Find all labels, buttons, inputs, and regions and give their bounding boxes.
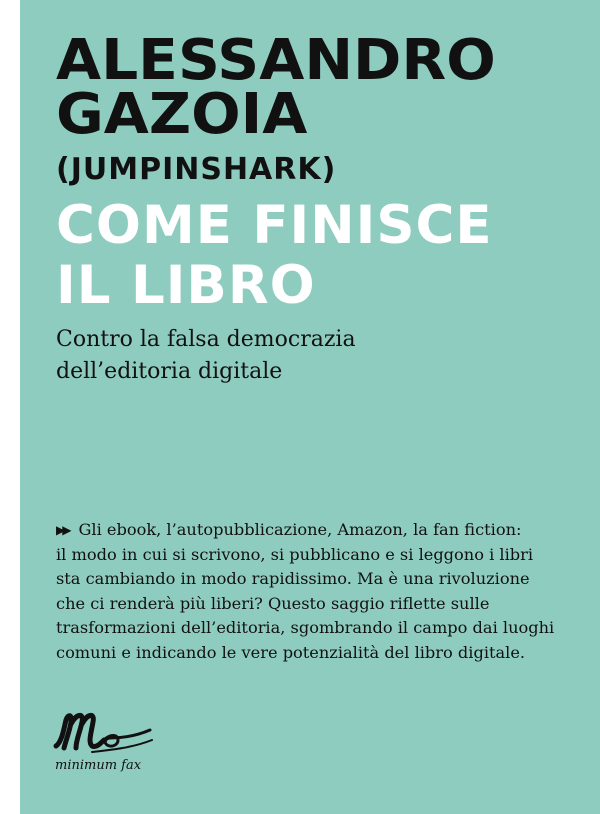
subtitle-line-1: Contro la falsa democrazia: [56, 327, 356, 352]
book-title: [56, 196, 493, 316]
publisher-name: minimum fax: [55, 758, 142, 773]
subtitle-line-2: dell’editoria digitale: [56, 359, 283, 384]
blurb-line: che ci renderà più liberi? Questo saggio riflette sulle: [56, 593, 490, 613]
book-subtitle: [56, 324, 356, 388]
blurb-line: il modo in cui si scrivono, si pubblicano e si leggono i libri: [56, 544, 534, 564]
minimum-fax-logo-icon: [52, 706, 162, 756]
author-block: [56, 28, 496, 188]
author-first-name: ALESSANDRO: [56, 28, 496, 93]
blurb-line: comuni e indicando le vere potenzialità del libro digitale.: [56, 642, 526, 662]
blurb-line: sta cambiando in modo rapidissimo. Ma è una rivoluzione: [56, 569, 530, 588]
publisher-logo: [52, 706, 162, 774]
white-border: [0, 0, 20, 814]
fast-forward-icon: ▶▶: [56, 523, 69, 537]
blurb-line: trasformazioni dell’editoria, sgombrando il campo dai luoghi: [56, 618, 555, 637]
title-line-1: COME FINISCE: [56, 195, 493, 256]
title-line-2: IL LIBRO: [56, 255, 316, 316]
blurb-line: ▶▶ Gli ebook, l’autopubblicazione, Amazon, la fan fiction:: [56, 518, 556, 543]
author-pseudonym: (JUMPINSHARK): [56, 152, 337, 187]
author-last-name: GAZOIA: [56, 82, 308, 147]
blurb: [56, 518, 556, 665]
